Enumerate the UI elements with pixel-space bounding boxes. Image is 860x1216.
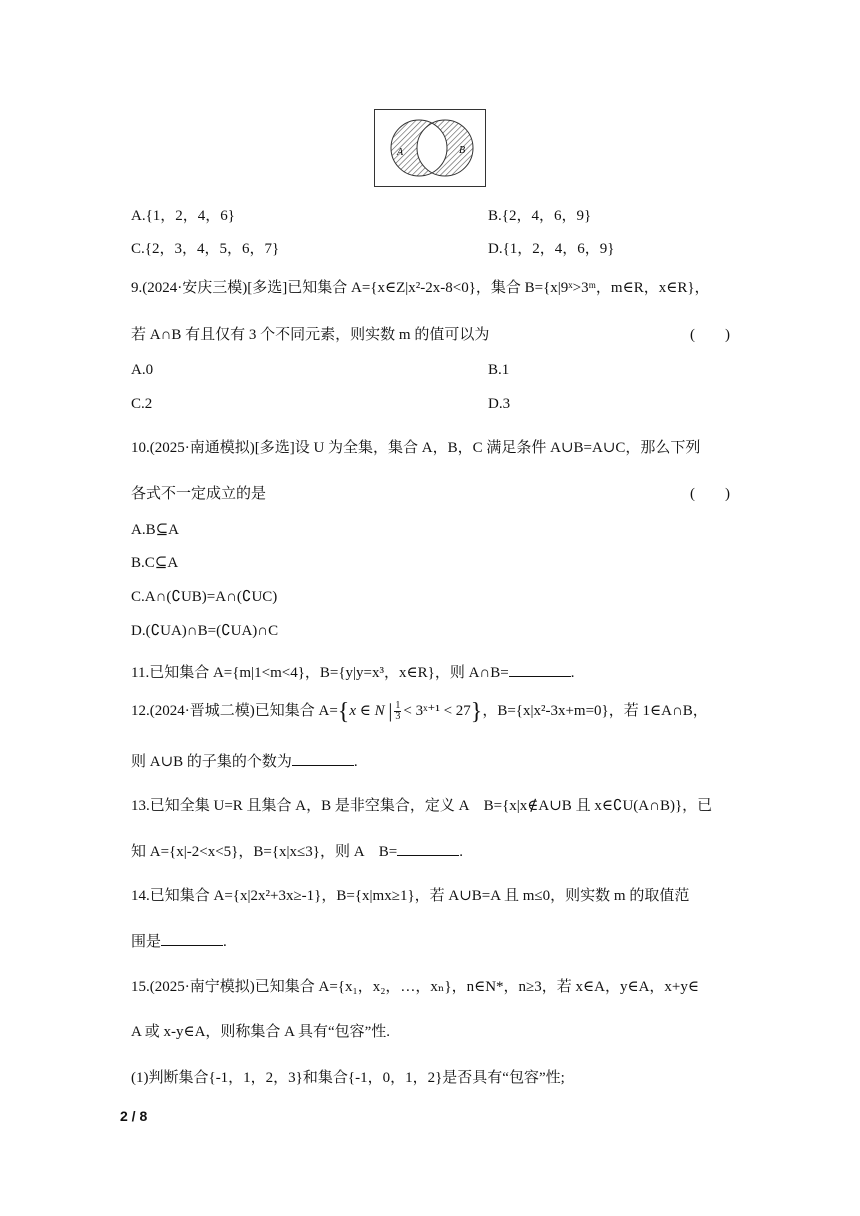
label-a: A bbox=[397, 147, 404, 158]
q9-option-a: A.0 bbox=[131, 362, 154, 378]
q9-option-d: D.3 bbox=[488, 396, 511, 412]
q8-option-b: B.{2，4，6，9} bbox=[488, 208, 592, 224]
q14-answer-blank[interactable] bbox=[161, 933, 223, 946]
q8-option-d: D.{1，2，4，6，9} bbox=[488, 241, 615, 257]
q8-option-c: C.{2，3，4，5，6，7} bbox=[131, 241, 280, 257]
q9-answer-paren: ( ) bbox=[690, 327, 730, 343]
q9-option-b: B.1 bbox=[488, 362, 510, 378]
q10-stem-line1: 10.(2025·南通模拟)[多选]设 U 为全集，集合 A，B，C 满足条件 A∪B=A∪C，那么下列 bbox=[131, 440, 701, 456]
venn-svg bbox=[375, 110, 485, 186]
q12-fraction: $\frac{1}{3}$ bbox=[395, 700, 401, 723]
q13-stem-line1: 13.已知全集 U=R 且集合 A，B 是非空集合，定义 A B={x|x∉A∪B 且 x∈∁U(A∩B)}，已 bbox=[131, 798, 713, 814]
q14-stem-line1: 14.已知集合 A={x|2x²+3x≥-1}，B={x|mx≥1}，若 A∪B=A 且 m≤0，则实数 m 的取值范 bbox=[131, 888, 690, 904]
q9-stem-line2: 若 A∩B 有且仅有 3 个不同元素，则实数 m 的值可以为 bbox=[131, 327, 490, 343]
q14-stem-line2: 围是 . bbox=[131, 934, 227, 950]
q15-stem-line1: 15.(2025·南宁模拟)已知集合 A={x₁，x₂，…，xₙ}，n∈N*，n≥3，若 x∈A，y∈A，x+y∈ bbox=[131, 979, 699, 995]
q13-answer-blank[interactable] bbox=[397, 843, 459, 856]
q10-option-b: B.C⊆A bbox=[131, 555, 179, 571]
q10-option-a: A.B⊆A bbox=[131, 522, 179, 538]
venn-diagram bbox=[374, 109, 486, 187]
q11-answer-blank[interactable] bbox=[509, 664, 571, 677]
q15-part1: (1)判断集合{-1，1，2，3}和集合{-1，0，1，2}是否具有“包容”性; bbox=[131, 1070, 565, 1086]
q9-stem-line1: 9.(2024·安庆三模)[多选]已知集合 A={x∈Z|x²-2x-8<0}，集合 B={x|9ˣ>3ᵐ，m∈R，x∈R}， bbox=[131, 280, 710, 296]
label-b: B bbox=[459, 145, 466, 156]
q10-stem-line2: 各式不一定成立的是 bbox=[131, 486, 267, 502]
q8-option-a: A.{1，2，4，6} bbox=[131, 208, 235, 224]
q12-stem-line1: 12.(2024·晋城二模)已知集合 A={x ∈ N | $\frac{1}{3}$ < 3ˣ⁺¹ < 27}，B={x|x²-3x+m=0}，若 1∈A∩B， bbox=[131, 699, 708, 725]
q13-stem-line2: 知 A={x|-2<x<5}，B={x|x≤3}，则 A B= . bbox=[131, 844, 463, 860]
q12-answer-blank[interactable] bbox=[292, 753, 354, 766]
q12-stem-line2: 则 A∪B 的子集的个数为 . bbox=[131, 754, 358, 770]
q10-option-d: D.(∁UA)∩B=(∁UA)∩C bbox=[131, 623, 279, 639]
q10-option-c: C.A∩(∁UB)=A∩(∁UC) bbox=[131, 589, 278, 605]
q10-answer-paren: ( ) bbox=[690, 486, 730, 502]
page-number: 2 / 8 bbox=[120, 1108, 148, 1124]
q15-stem-line2: A 或 x-y∈A，则称集合 A 具有“包容”性. bbox=[131, 1024, 391, 1040]
q11-stem: 11.已知集合 A={m|1<m<4}，B={y|y=x³，x∈R}，则 A∩B= . bbox=[131, 665, 575, 681]
q9-option-c: C.2 bbox=[131, 396, 153, 412]
